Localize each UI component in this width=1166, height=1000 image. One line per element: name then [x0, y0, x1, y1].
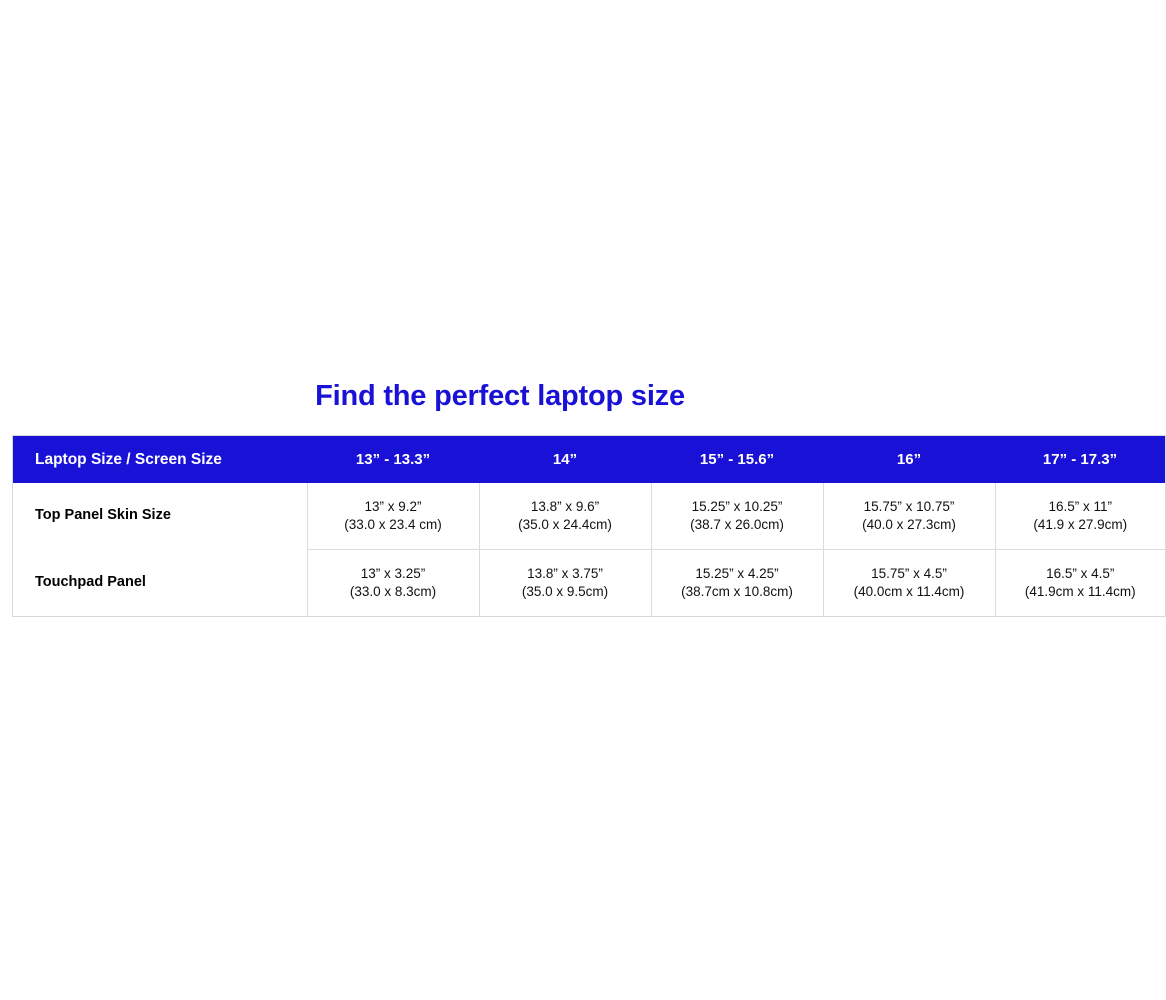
cell-imperial: 16.5” x 4.5”: [1046, 565, 1115, 581]
column-header-16: 16”: [823, 436, 995, 484]
cell-metric: (41.9 x 27.9cm): [1033, 517, 1128, 532]
row-label-top-panel-skin-size: Top Panel Skin Size: [13, 483, 308, 550]
cell-imperial: 15.75” x 10.75”: [863, 498, 955, 514]
column-header-laptop-size: Laptop Size / Screen Size: [13, 436, 308, 484]
cell-metric: (33.0 x 8.3cm): [349, 584, 437, 599]
cell-imperial: 15.75” x 4.5”: [871, 565, 947, 581]
page-title: Find the perfect laptop size: [315, 380, 685, 412]
table-header-row: [13, 436, 1166, 484]
cell-metric: (38.7 x 26.0cm): [690, 517, 784, 532]
cell-imperial: 13” x 3.25”: [360, 565, 426, 581]
column-header-17: 17” - 17.3”: [995, 436, 1166, 484]
cell-imperial: 15.25” x 4.25”: [695, 565, 779, 581]
table-row: [13, 483, 1166, 550]
cell-top-panel-13: [307, 483, 479, 550]
cell-touchpad-15: [651, 550, 823, 617]
cell-metric: (40.0cm x 11.4cm): [853, 584, 965, 599]
size-guide-block: [12, 380, 1136, 617]
cell-imperial: 16.5” x 11”: [1048, 498, 1113, 514]
cell-touchpad-14: [479, 550, 651, 617]
table-header: [13, 436, 1166, 484]
cell-metric: (40.0 x 27.3cm): [862, 517, 956, 532]
table-body: [13, 483, 1166, 617]
cell-top-panel-14: [479, 483, 651, 550]
cell-imperial: 15.25” x 10.25”: [691, 498, 783, 514]
table-row: [13, 550, 1166, 617]
laptop-size-table: [12, 435, 1166, 617]
cell-imperial: 13.8” x 3.75”: [527, 565, 603, 581]
row-label-touchpad-panel: Touchpad Panel: [13, 550, 308, 617]
cell-touchpad-16: [823, 550, 995, 617]
cell-imperial: 13.8” x 9.6”: [530, 498, 600, 514]
cell-top-panel-16: [823, 483, 995, 550]
cell-imperial: 13” x 9.2”: [364, 498, 422, 514]
cell-metric: (41.9cm x 11.4cm): [1024, 584, 1136, 599]
cell-top-panel-15: [651, 483, 823, 550]
cell-metric: (38.7cm x 10.8cm): [681, 584, 793, 599]
cell-touchpad-17: [995, 550, 1166, 617]
cell-metric: (33.0 x 23.4 cm): [344, 517, 442, 532]
column-header-14: 14”: [479, 436, 651, 484]
column-header-13: 13” - 13.3”: [307, 436, 479, 484]
cell-metric: (35.0 x 9.5cm): [521, 584, 609, 599]
cell-metric: (35.0 x 24.4cm): [518, 517, 612, 532]
column-header-15: 15” - 15.6”: [651, 436, 823, 484]
cell-touchpad-13: [307, 550, 479, 617]
cell-top-panel-17: [995, 483, 1166, 550]
